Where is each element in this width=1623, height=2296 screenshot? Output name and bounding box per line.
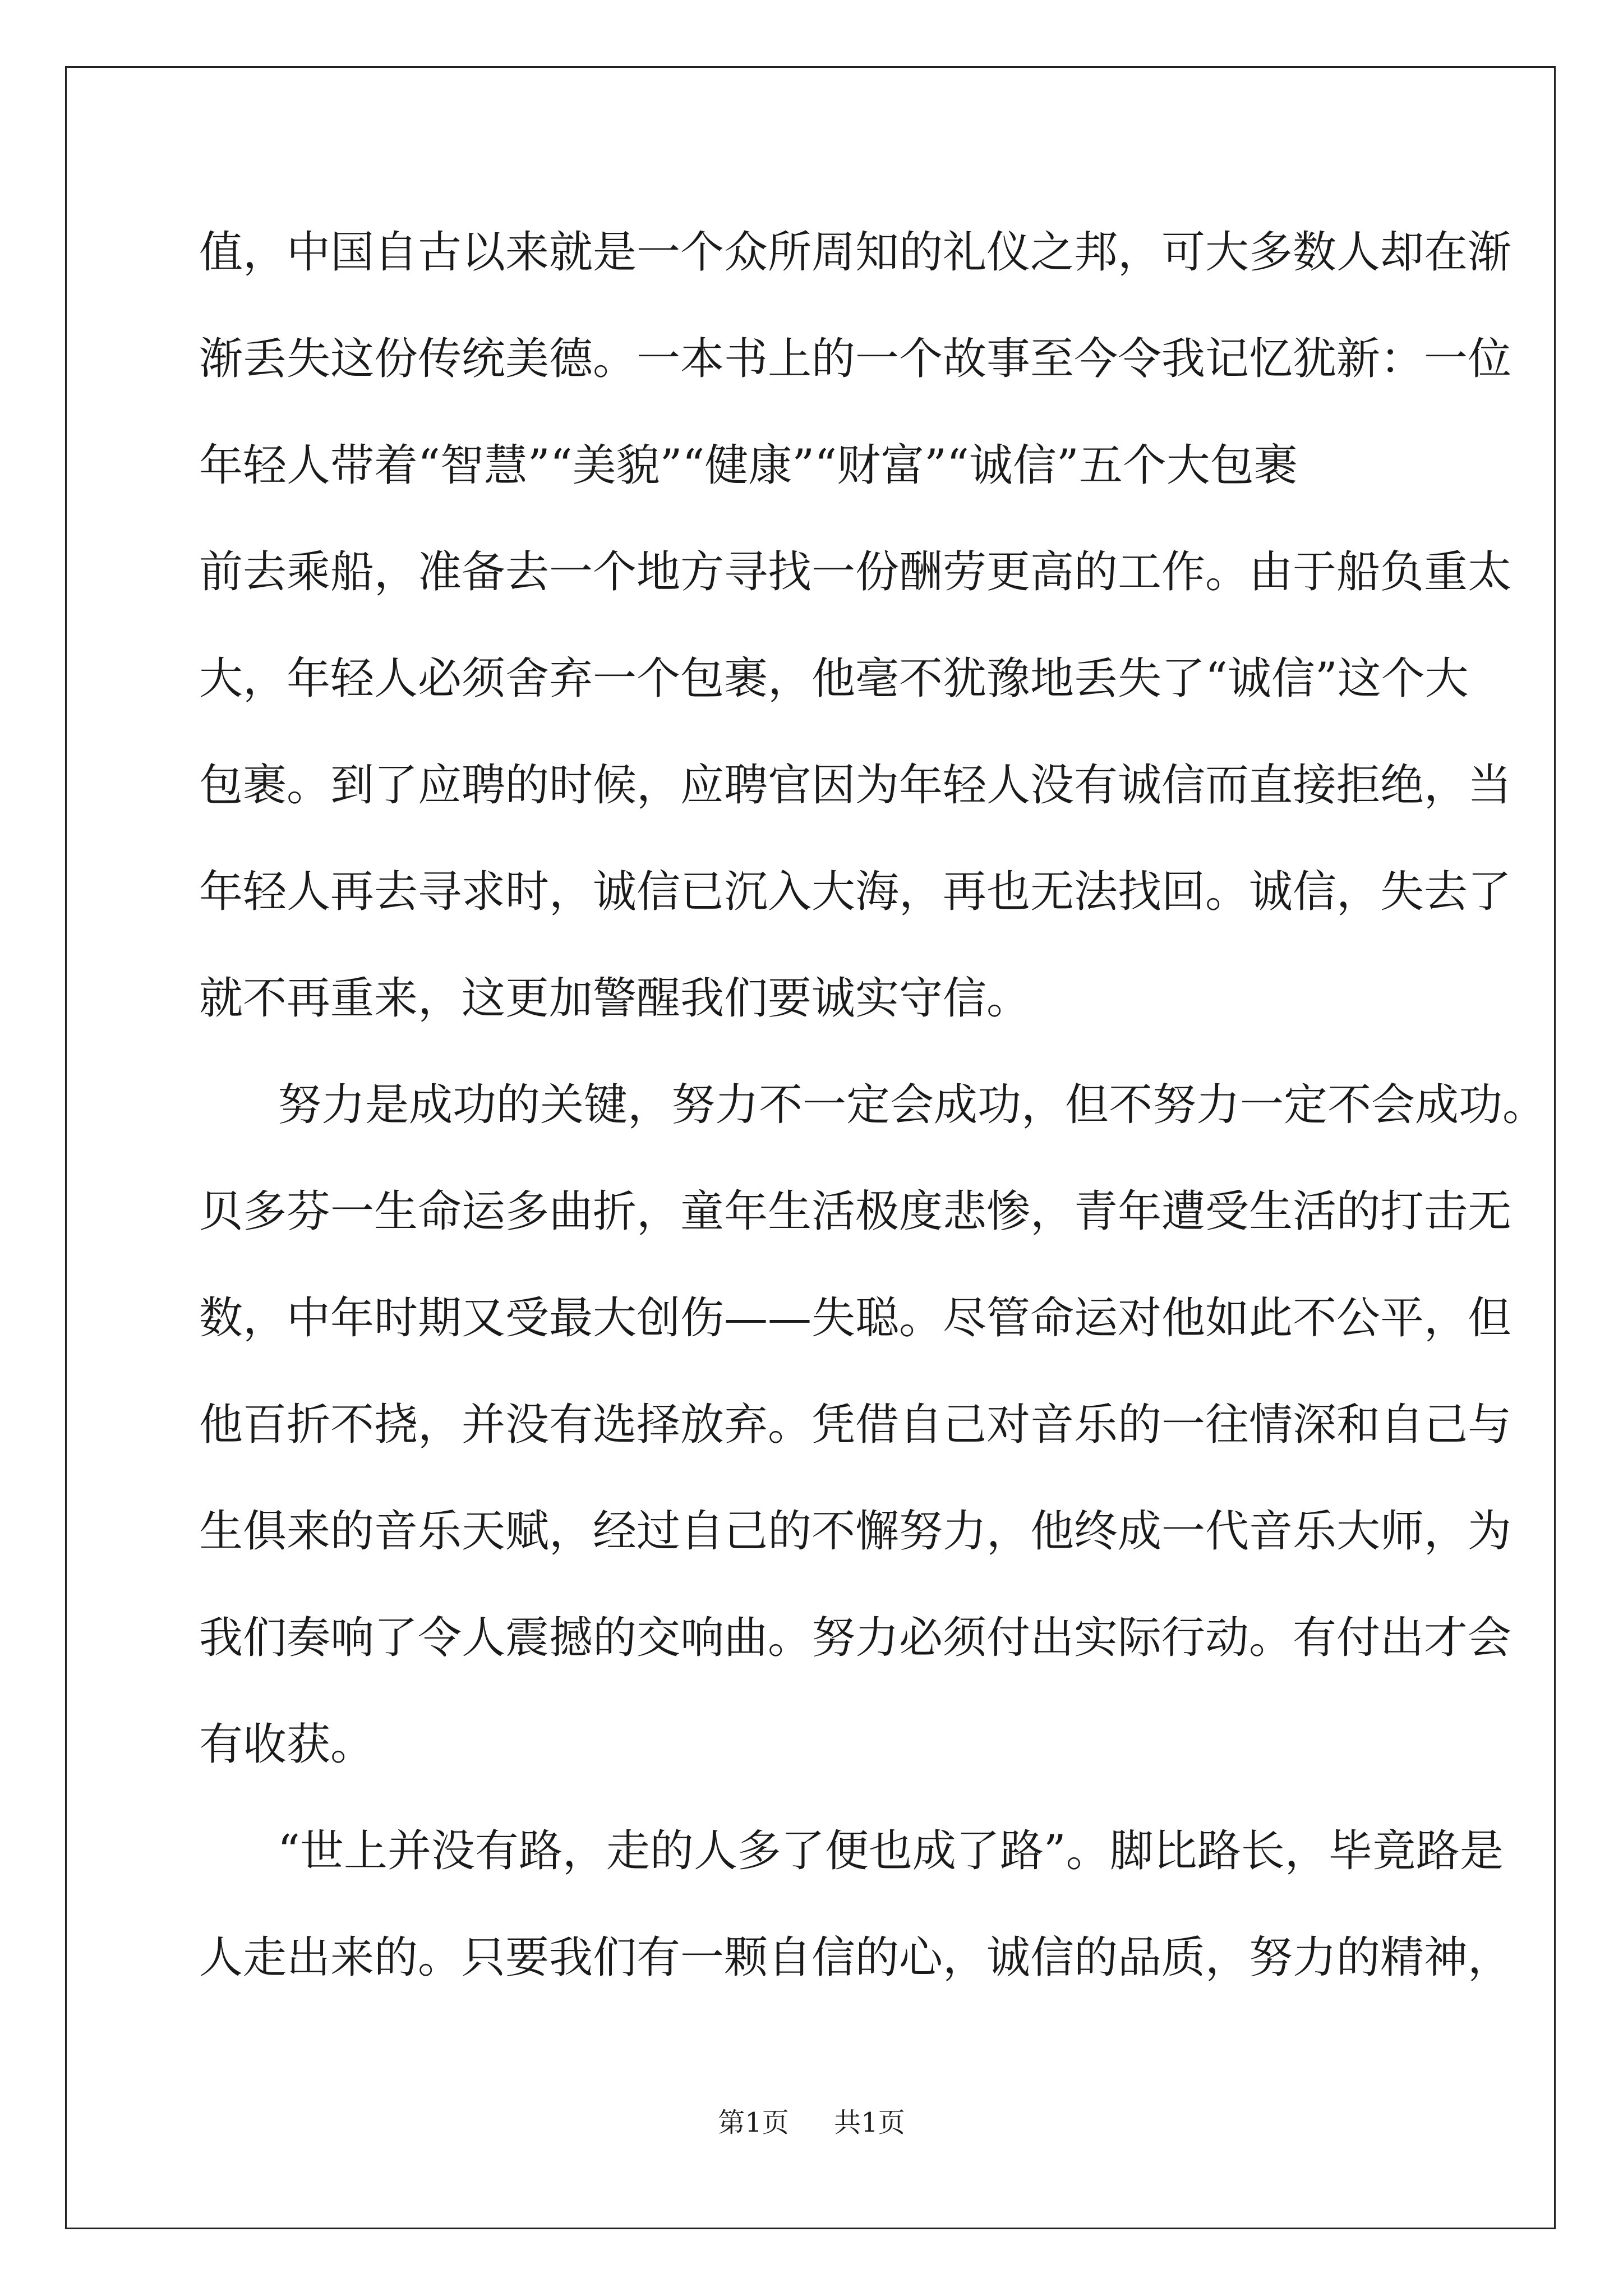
text-line: 他百折不挠，并没有选择放弃。凭借自己对音乐的一往情深和自己与 [199,1400,1512,1450]
text-line: “世上并没有路，走的人多了便也成了路”。脚比路长，毕竟路是 [278,1826,1504,1876]
text-line: 年轻人带着“智慧”“美貌”“健康”“财富”“诚信”五个大包裹 [199,440,1298,491]
page-footer [0,2101,1623,2139]
text-line: 包裹。到了应聘的时候，应聘官因为年轻人没有诚信而直接拒绝，当 [199,760,1512,811]
text-line: 努力是成功的关键，努力不一定会成功，但不努力一定不会成功。 [278,1080,1547,1130]
page-total: 共1页 [834,2107,905,2138]
text-line: 我们奏响了令人震撼的交响曲。努力必须付出实际行动。有付出才会 [199,1613,1512,1663]
text-line: 有收获。 [199,1719,375,1770]
text-line: 人走出来的。只要我们有一颗自信的心，诚信的品质，努力的精神， [199,1932,1512,1983]
text-line: 渐丢失这份传统美德。一本书上的一个故事至今令我记忆犹新：一位 [199,334,1512,384]
text-line: 数，中年时期又受最大创伤——失聪。尽管命运对他如此不公平，但 [199,1293,1512,1343]
text-line: 贝多芬一生命运多曲折，童年生活极度悲惨，青年遭受生活的打击无 [199,1186,1512,1237]
text-line: 大，年轻人必须舍弃一个包裹，他毫不犹豫地丢失了“诚信”这个大 [199,654,1469,704]
text-line: 年轻人再去寻求时，诚信已沉入大海，再也无法找回。诚信，失去了 [199,867,1512,917]
text-line: 就不再重来，这更加警醒我们要诚实守信。 [199,973,1031,1024]
text-line: 生俱来的音乐天赋，经过自己的不懈努力，他终成一代音乐大师，为 [199,1506,1512,1557]
text-line: 值，中国自古以来就是一个众所周知的礼仪之邦，可大多数人却在渐 [199,227,1512,278]
text-line: 前去乘船，准备去一个地方寻找一份酬劳更高的工作。由于船负重太 [199,547,1512,597]
page-number: 第1页 [718,2107,789,2138]
